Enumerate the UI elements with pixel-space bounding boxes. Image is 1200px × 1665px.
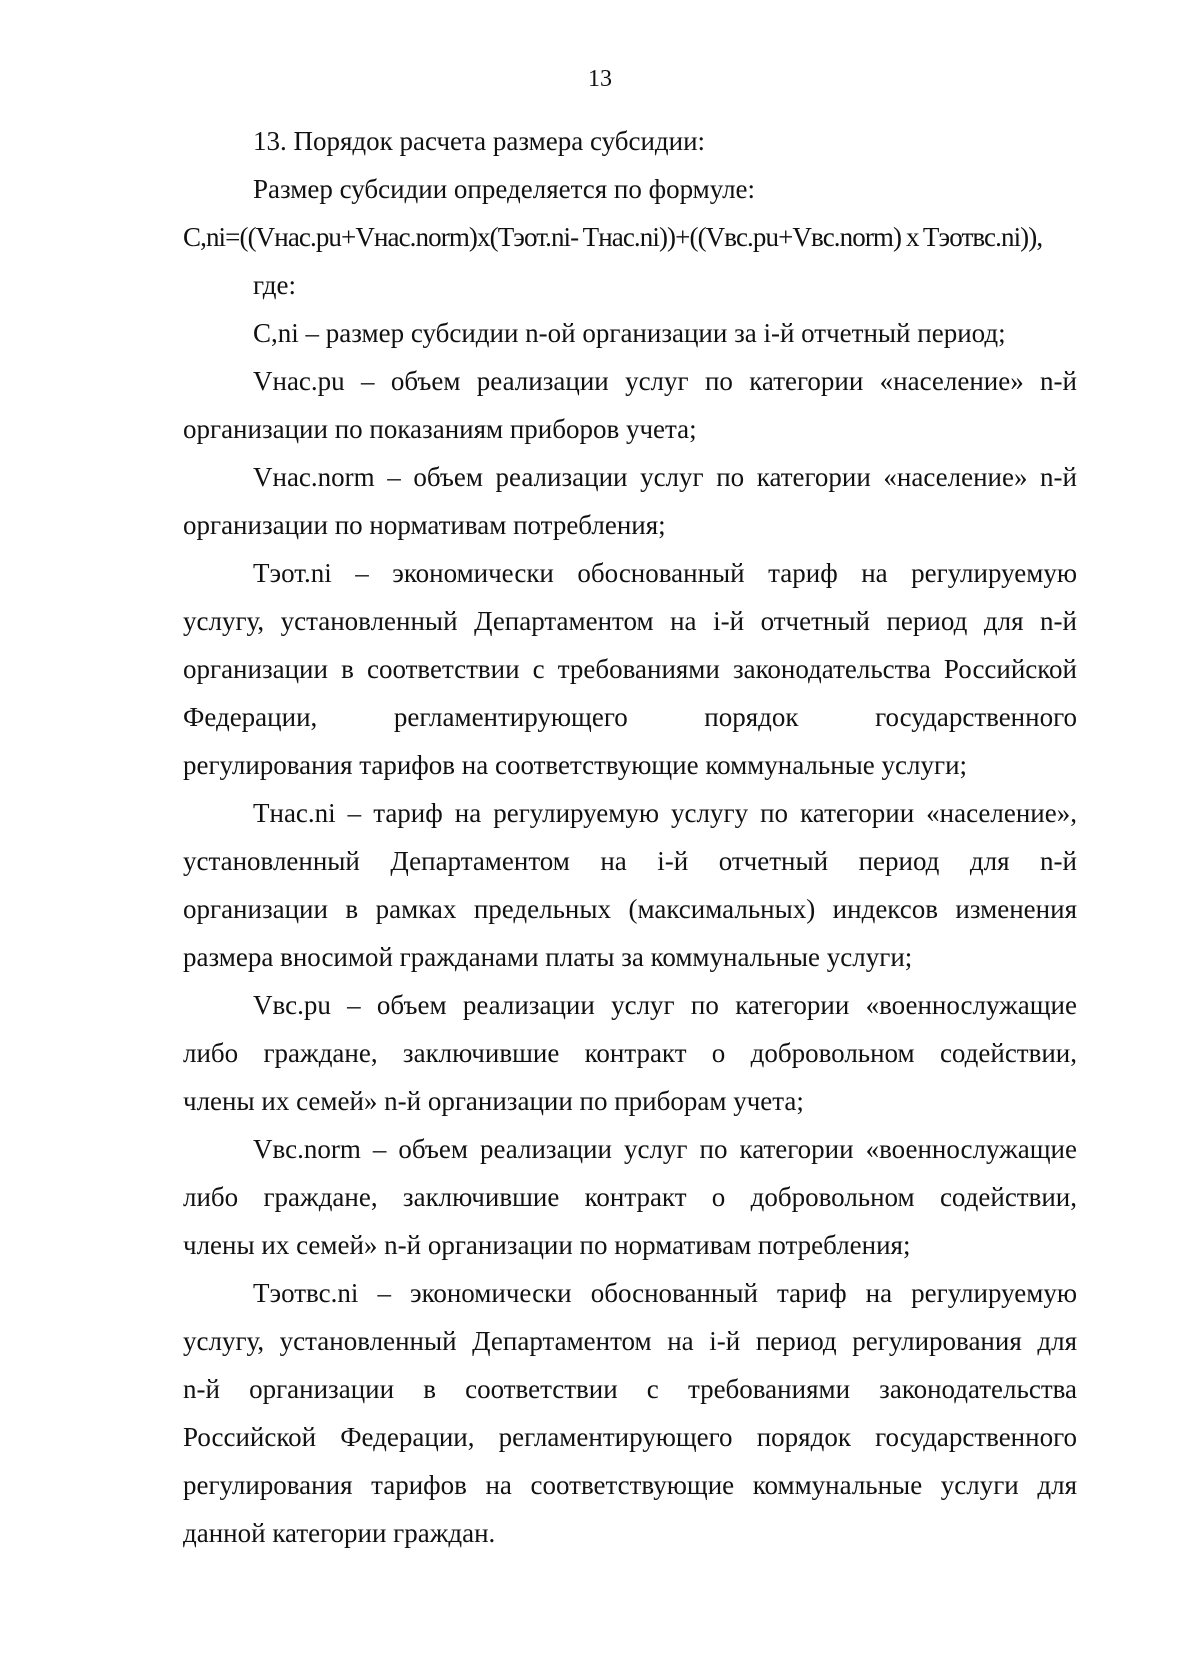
- definition-teot-line-4: Федерации, регламентирующего порядок государственного: [183, 702, 1077, 732]
- definition-vvs-pu-line-3: члены их семей» n-й организации по приборам учета;: [183, 1086, 804, 1116]
- definition-teot-line-1: Tэот.ni – экономически обоснованный тариф на регулируемую: [253, 558, 1077, 588]
- definition-teotvs-line-4: Российской Федерации, регламентирующего порядок государственного: [183, 1422, 1077, 1452]
- definition-vnas-pu-line-2: организации по показаниям приборов учета;: [183, 414, 697, 444]
- definition-teotvs-line-5: регулирования тарифов на соответствующие коммунальные услуги для: [183, 1470, 1077, 1500]
- definition-tnas-line-1: Tнас.ni – тариф на регулируемую услугу по категории «население»,: [253, 798, 1077, 828]
- definition-tnas-line-3: организации в рамках предельных (максимальных) индексов изменения: [183, 894, 1077, 924]
- page-number: 13: [588, 66, 612, 92]
- subsidy-formula: C,ni=((Vнас.pu+Vнас.norm)x(Tэот.ni- Tнас.ni))+((Vвс.pu+Vвс.norm) x Tэотвс.ni)),: [183, 222, 1043, 252]
- definition-teot-line-3: организации в соответствии с требованиями законодательства Российской: [183, 654, 1077, 684]
- definition-teot-line-2: услугу, установленный Департаментом на i-й отчетный период для n-й: [183, 606, 1077, 636]
- definition-vvs-pu-line-1: Vвс.pu – объем реализации услуг по категории «военнослужащие: [253, 990, 1077, 1020]
- definition-teot-line-5: регулирования тарифов на соответствующие коммунальные услуги;: [183, 750, 968, 780]
- definition-vvs-pu-line-2: либо граждане, заключившие контракт о добровольном содействии,: [183, 1038, 1077, 1068]
- definition-vvs-norm-line-2: либо граждане, заключившие контракт о добровольном содействии,: [183, 1182, 1077, 1212]
- formula-intro: Размер субсидии определяется по формуле:: [253, 174, 756, 204]
- definition-vnas-pu-line-1: Vнас.pu – объем реализации услуг по категории «население» n-й: [253, 366, 1077, 396]
- section-heading: 13. Порядок расчета размера субсидии:: [253, 126, 706, 156]
- definition-cni: C,ni – размер субсидии n-ой организации за i-й отчетный период;: [253, 318, 1006, 348]
- where-label: где:: [253, 270, 296, 300]
- definition-tnas-line-2: установленный Департаментом на i-й отчетный период для n-й: [183, 846, 1077, 876]
- definition-vnas-norm-line-2: организации по нормативам потребления;: [183, 510, 666, 540]
- definition-vvs-norm-line-1: Vвс.norm – объем реализации услуг по категории «военнослужащие: [253, 1134, 1077, 1164]
- definition-teotvs-line-6: данной категории граждан.: [183, 1518, 496, 1548]
- definition-vnas-norm-line-1: Vнас.norm – объем реализации услуг по категории «население» n-й: [253, 462, 1077, 492]
- definition-tnas-line-4: размера вносимой гражданами платы за коммунальные услуги;: [183, 942, 913, 972]
- document-body: [183, 117, 1077, 1557]
- definition-vvs-norm-line-3: члены их семей» n-й организации по нормативам потребления;: [183, 1230, 911, 1260]
- definition-teotvs-line-2: услугу, установленный Департаментом на i-й период регулирования для: [183, 1326, 1077, 1356]
- definition-teotvs-line-3: n-й организации в соответствии с требованиями законодательства: [183, 1374, 1077, 1404]
- definition-teotvs-line-1: Tэотвс.ni – экономически обоснованный тариф на регулируемую: [253, 1278, 1077, 1308]
